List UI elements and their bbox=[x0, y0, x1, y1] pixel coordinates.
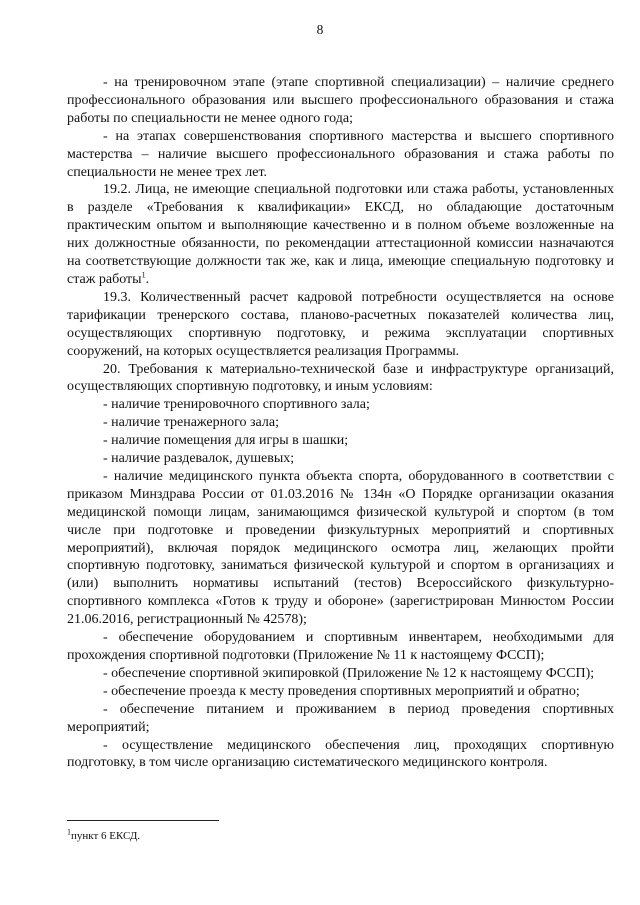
list-item-travel: - обеспечение проезда к месту проведения спортивных мероприятий и обратно; bbox=[103, 683, 580, 699]
document-body bbox=[67, 74, 614, 772]
paragraph-20: 20. Требования к материально-технической базе и инфраструктуре организаций, осуществляющих спортивную подготовку, и иным условиям: bbox=[67, 361, 614, 395]
paragraph-2: - на этапах совершенствования спортивного мастерства и высшего спортивного мастерства – наличие высшего профессионального образования и стажа работы по специальности не менее трех лет. bbox=[67, 128, 614, 180]
page-number: 8 bbox=[316, 22, 324, 37]
footnote-marker: 1 bbox=[67, 827, 71, 837]
list-item-sports-gear: - обеспечение спортивной экипировкой (Приложение № 12 к настоящему ФССП); bbox=[103, 665, 595, 681]
paragraph-19-2 bbox=[67, 181, 614, 288]
footnote-reference-suffix: . bbox=[145, 271, 150, 287]
paragraph-19-2-text: 19.2. Лица, не имеющие специальной подготовки или стажа работы, установленных в разделе «Требования к квалификации» ЕКСД, но обладающие достаточным практическим опытом и выполняющие качественно и в полном объеме возложенные на них должностные обязанности, по рекомендации аттестационной комиссии назначаются на соответствующие должности так же, как и лица, имеющие специальную подготовку и стаж работы bbox=[67, 182, 614, 287]
list-item-gym: - наличие тренажерного зала; bbox=[103, 415, 279, 431]
list-item-checkers-room: - наличие помещения для игры в шашки; bbox=[103, 433, 349, 449]
footnote bbox=[67, 827, 141, 842]
footnote-reference: 1 bbox=[141, 270, 146, 280]
list-item-medical-point: - наличие медицинского пункта объекта спорта, оборудованного в соответствии с приказом Минздрава России от 01.03.2016 № 134н «О Порядке организации оказания медицинской помощи лицам, занимающимся физической культурой и спортом (в том числе при подготовке и проведении физкультурных мероприятий и спортивных мероприятий), включая порядок медицинского осмотра лиц, желающих пройти спортивную подготовку, заниматься физической культурой и спортом в организациях и (или) выполнить нормативы испытаний (тестов) Всероссийского физкультурно-спортивного комплекса «Готов к труду и обороне» (зарегистрирован Минюстом России 21.06.2016, регистрационный № 42578); bbox=[67, 468, 614, 628]
paragraph-19-3: 19.3. Количественный расчет кадровой потребности осуществляется на основе тарификации тренерского состава, планово-расчетных показателей количества лиц, осуществляющих спортивную подготовку, и режима эксплуатации спортивных сооружений, на которых осуществляется реализация Программы. bbox=[67, 289, 614, 359]
list-item-locker-rooms: - наличие раздевалок, душевых; bbox=[103, 451, 295, 467]
paragraph-1: - на тренировочном этапе (этапе спортивной специализации) – наличие среднего профессионального образования или высшего профессионального образования и стажа работы по специальности не менее одного года; bbox=[67, 75, 614, 126]
footnote-text: пункт 6 ЕКСД. bbox=[71, 830, 141, 842]
list-item-meals-lodging: - обеспечение питанием и проживанием в период проведения спортивных мероприятий; bbox=[67, 701, 614, 735]
list-item-medical-support: - осуществление медицинского обеспечения лиц, проходящих спортивную подготовку, в том числе организацию систематического медицинского контроля. bbox=[67, 737, 614, 771]
list-item-training-hall: - наличие тренировочного спортивного зала; bbox=[103, 397, 370, 413]
footnote-divider bbox=[67, 820, 219, 821]
list-item-equipment: - обеспечение оборудованием и спортивным инвентарем, необходимыми для прохождения спортивной подготовки (Приложение № 11 к настоящему ФССП); bbox=[67, 630, 614, 663]
